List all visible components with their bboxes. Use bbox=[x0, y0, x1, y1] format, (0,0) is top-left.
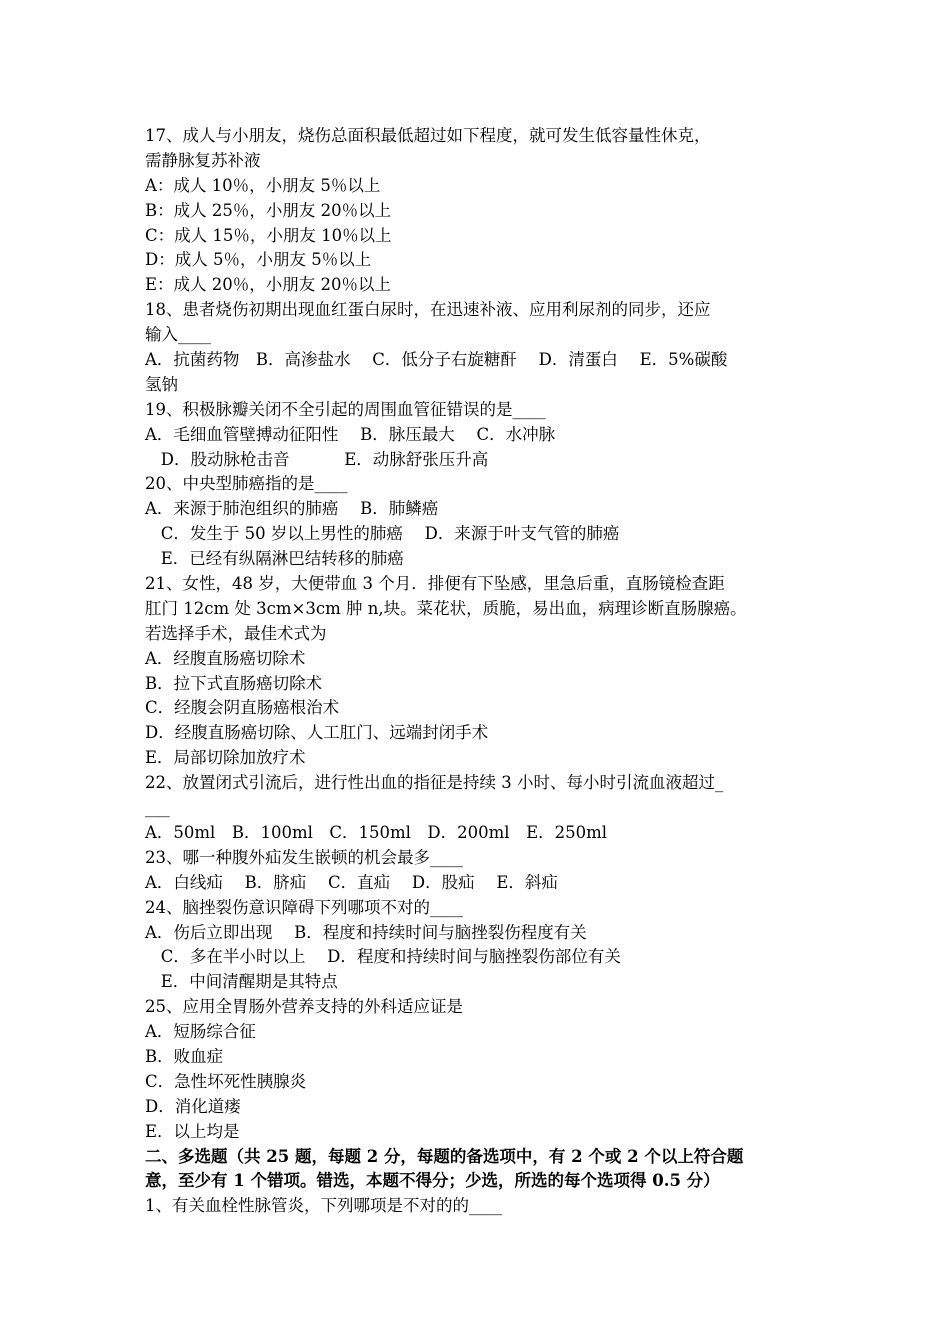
text-line: C．发生于 50 岁以上男性的肺癌 D．来源于叶支气管的肺癌 bbox=[145, 524, 620, 544]
text-line: C．急性坏死性胰腺炎 bbox=[145, 1071, 307, 1091]
text-line: ___ bbox=[145, 798, 170, 818]
text-line: E．局部切除加放疗术 bbox=[145, 748, 306, 768]
text-line: D：成人 5％，小朋友 5％以上 bbox=[145, 250, 372, 270]
text-line: 25、应用全胃肠外营养支持的外科适应证是 bbox=[145, 997, 463, 1017]
text-line: D．股动脉枪击音 E．动脉舒张压升高 bbox=[145, 449, 489, 469]
text-line: A．经腹直肠癌切除术 bbox=[145, 648, 306, 668]
text-line: B：成人 25％，小朋友 20％以上 bbox=[145, 200, 392, 220]
text-line: 1、有关血栓性脉管炎，下列哪项是不对的的____ bbox=[145, 1196, 502, 1216]
text-line: A．抗菌药物 B．高渗盐水 C．低分子右旋糖酐 D．清蛋白 E．5%碳酸 bbox=[145, 350, 728, 370]
text-line: C．多在半小时以上 D．程度和持续时间与脑挫裂伤部位有关 bbox=[145, 947, 621, 967]
text-line: D．经腹直肠癌切除、人工肛门、远端封闭手术 bbox=[145, 723, 489, 743]
text-line: 若选择手术，最佳术式为 bbox=[145, 623, 327, 643]
text-line: 19、积极脉瓣关闭不全引起的周围血管征错误的是____ bbox=[145, 399, 546, 419]
text-line: 24、脑挫裂伤意识障碍下列哪项不对的____ bbox=[145, 897, 463, 917]
text-line: 需静脉复苏补液 bbox=[145, 150, 261, 170]
text-line: A．50ml B．100ml C．150ml D．200ml E．250ml bbox=[145, 822, 608, 842]
text-line: 17、成人与小朋友，烧伤总面积最低超过如下程度，就可发生低容量性休克， bbox=[145, 126, 711, 145]
text-line: A．伤后立即出现 B．程度和持续时间与脑挫裂伤程度有关 bbox=[145, 922, 587, 942]
text-line: 20、中央型肺癌指的是____ bbox=[145, 474, 348, 494]
text-line: D．消化道瘘 bbox=[145, 1096, 241, 1116]
text-line: B．拉下式直肠癌切除术 bbox=[145, 673, 323, 693]
text-line: E．中间清醒期是其特点 bbox=[145, 972, 338, 992]
text-line: B．败血症 bbox=[145, 1046, 224, 1066]
text-line: 23、哪一种腹外疝发生嵌顿的机会最多____ bbox=[145, 847, 463, 867]
text-line: E．以上均是 bbox=[145, 1121, 240, 1141]
text-line: 氢钠 bbox=[145, 374, 178, 394]
section-heading-line: 意，至少有 1 个错项。错选，本题不得分；少选，所选的每个选项得 0.5 分） bbox=[145, 1171, 720, 1191]
text-line: 肛门 12cm 处 3cm×3cm 肿 n,块。菜花状，质脆，易出血，病理诊断直肠腺癌。 bbox=[145, 598, 747, 618]
text-line: 21、女性，48 岁，大便带血 3 个月．排便有下坠感，里急后重，直肠镜检查距 bbox=[145, 574, 725, 594]
text-line: E．已经有纵隔淋巴结转移的肺癌 bbox=[145, 549, 404, 569]
text-line: A．毛细血管壁搏动征阳性 B．脉压最大 C．水冲脉 bbox=[145, 424, 556, 444]
document-page bbox=[145, 124, 810, 1219]
text-line: E：成人 20％，小朋友 20％以上 bbox=[145, 275, 392, 295]
text-line: A．来源于肺泡组织的肺癌 B．肺鳞癌 bbox=[145, 499, 439, 519]
text-line: A：成人 10％，小朋友 5％以上 bbox=[145, 175, 381, 195]
text-line: A．短肠综合征 bbox=[145, 1022, 256, 1042]
section-heading-line: 二、多选题（共 25 题，每题 2 分，每题的备选项中，有 2 个或 2 个以上符合题 bbox=[145, 1146, 744, 1166]
text-line: 22、放置闭式引流后，进行性出血的指征是持续 3 小时、每小时引流血液超过_ bbox=[145, 773, 724, 793]
text-line: A．白线疝 B．脐疝 C．直疝 D．股疝 E．斜疝 bbox=[145, 872, 558, 892]
text-line: C．经腹会阴直肠癌根治术 bbox=[145, 698, 340, 718]
text-line: C：成人 15％，小朋友 10％以上 bbox=[145, 225, 392, 245]
text-line: 18、患者烧伤初期出现血红蛋白尿时，在迅速补液、应用利尿剂的同步，还应 bbox=[145, 300, 711, 320]
text-line: 输入____ bbox=[145, 325, 211, 345]
